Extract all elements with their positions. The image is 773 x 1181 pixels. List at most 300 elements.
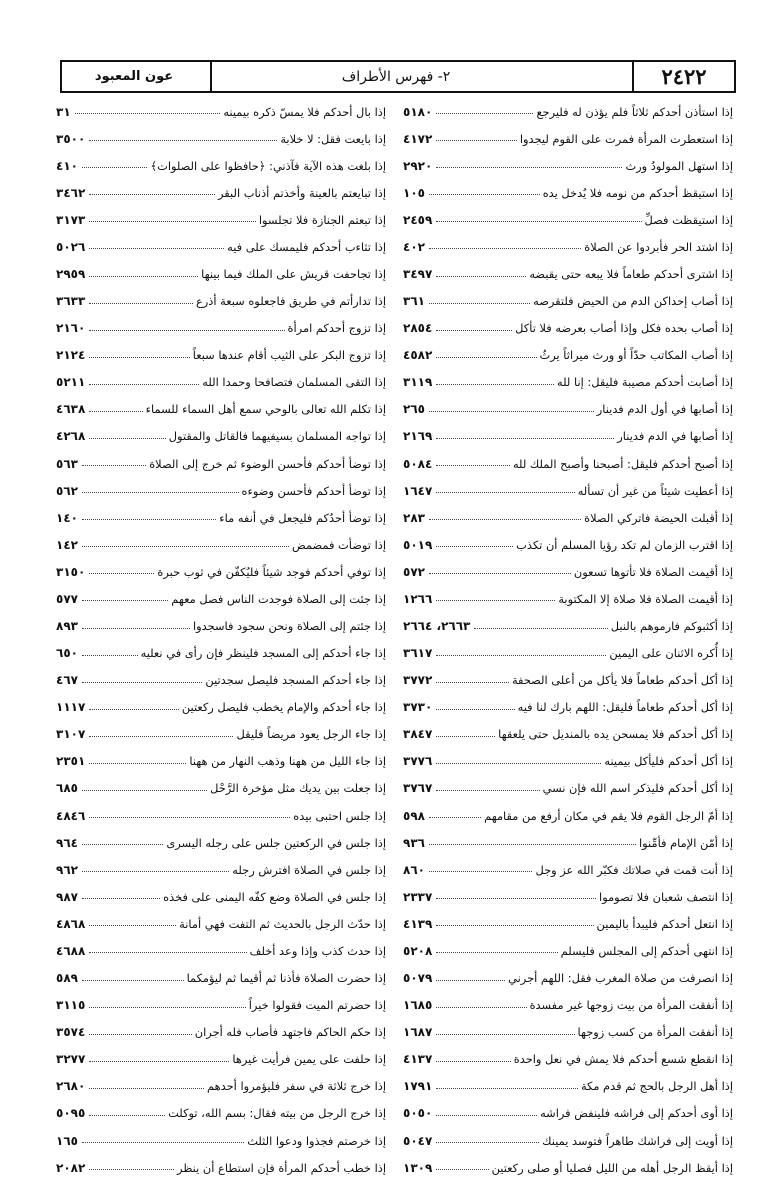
entry-text: إذا أصابها في أول الدم فدينار [596,402,733,417]
entry-text: إذا أُكره الاثنان على اليمين [609,646,733,661]
entry-text: إذا توضأ أحدكم فأحسن الوضوء ثم خرج إلى الصلاة [149,456,386,471]
dot-leader [89,1111,165,1116]
dot-leader [429,299,530,304]
dot-leader [89,1165,174,1170]
index-entry [56,694,386,721]
index-entry [56,612,386,639]
dot-leader [429,407,594,412]
entry-ref-number: ٤٥٨٢ [403,348,433,363]
entry-ref-number: ٨٦٠ [403,862,425,877]
dot-leader [429,867,533,872]
index-column-left [56,98,386,1181]
entry-text: إذا خرج الرجل من بيته فقال: بسم الله، توكلت [168,1106,386,1121]
dot-leader [474,624,607,629]
entry-ref-number: ٣١ [56,104,71,119]
entry-ref-number: ٢٨٥٤ [403,321,433,336]
entry-text: إذا حكم الحاكم فاجتهد فأصاب فله أجران [194,1025,386,1040]
dot-leader [89,272,198,277]
index-entry [56,531,386,558]
entry-ref-number: ١٦٨٥ [403,998,433,1013]
entry-text: إذا توضأت فمضمض [291,537,386,552]
index-entry [56,504,386,531]
entry-text: إذا حدّث الرجل بالحديث ثم التفت فهي أمانة [179,916,386,931]
index-entry [56,1046,386,1073]
entry-ref-number: ٥٠١٩ [403,537,433,552]
entry-text: إذا أكل أحدكم طعاماً فلا يأكل من أعلى الصحفة [511,673,733,688]
index-entry [56,829,386,856]
index-entry [56,802,386,829]
entry-ref-number: ٤١٣٩ [403,916,433,931]
section-title: ٢- فهرس الأطراف [341,68,451,85]
entry-text: إذا توضأ أحدكم فأحسن وضوءه [241,483,386,498]
index-entry [56,775,386,802]
dot-leader [436,976,505,981]
entry-text: إذا أويت إلى فراشك طاهراً فتوسد يمينك [542,1133,733,1148]
entry-text: إذا جاء أحدكم المسجد فليصل سجدتين [205,673,386,688]
entry-text: إذا توفي أحدكم فوجد شيئاً فليُكفّن في ثوب حبرة [157,564,386,579]
entry-ref-number: ١٦٥ [56,1133,78,1148]
entry-ref-number: ٣٧٧٦ [403,754,433,769]
entry-ref-number: ٣٧٣٠ [403,700,433,715]
index-entry [403,1154,733,1181]
entry-ref-number: ٥١٨٠ [403,104,433,119]
index-entry [403,152,733,179]
entry-ref-number: ٥٩٨ [403,808,425,823]
entry-ref-number: ٤١٧٢ [403,131,433,146]
entry-text: إذا تبعتم الجنازة فلا تجلسوا [258,212,386,227]
dot-leader [89,353,189,358]
entry-text: إذا جلس في الركعتين جلس على رجله اليسرى [166,835,386,850]
entry-ref-number: ٥٠٢٦ [56,239,86,254]
entry-ref-number: ٥٠٤٧ [403,1133,433,1148]
entry-text: إذا تكلم الله تعالى بالوحي سمع أهل السماء للسماء [145,402,386,417]
entry-ref-number: ٥٠٥٠ [403,1106,433,1121]
dot-leader [436,1084,578,1089]
entry-ref-number: ٤١٣٧ [403,1052,433,1067]
dot-leader [89,190,215,195]
index-entry [56,1100,386,1127]
index-column-right [403,98,733,1181]
dot-leader [89,1003,245,1008]
entry-text: إذا انتعل أحدكم فليبدأ باليمين [596,916,733,931]
dot-leader [436,272,526,277]
entry-text: إذا جاء أحدكم إلى المسجد فلينظر فإن رأى في نعليه [140,646,386,661]
entry-text: إذا استيقظت فصلِّ [644,212,733,227]
index-entry [56,125,386,152]
entry-ref-number: ٢٠٨٢ [56,1160,86,1175]
entry-text: إذا تبايعتم بالعينة وأخذتم أذناب البقر [217,185,386,200]
dot-leader [82,867,229,872]
entry-ref-number: ٤٠٢ [403,239,425,254]
entry-text: إذا أقيمت الصلاة فلا تأتوها تسعون [573,564,733,579]
entry-text: إذا استعطرت المرأة فمرت على القوم ليجدوا [519,131,733,146]
dot-leader [89,434,165,439]
index-entry [56,640,386,667]
index-entry [56,585,386,612]
header-divider [632,62,634,91]
entry-ref-number: ٣٥٠٠ [56,131,86,146]
index-entry [403,748,733,775]
entry-text: إذا أنت قمت في صلاتك فكبّر الله عز وجل [535,862,733,877]
entry-ref-number: ١٦٨٧ [403,1025,433,1040]
entry-text: إذا جعلت بين يديك مثل مؤخرة الرَّحْل [210,781,386,796]
index-entry [403,694,733,721]
entry-text: إذا أصاب إحداكن الدم من الحيض فلتقرصه [533,294,733,309]
index-entry [56,450,386,477]
entry-text: إذا تثاءب أحدكم فليمسك على فيه [227,239,386,254]
dot-leader [89,136,277,141]
dot-leader [82,1138,244,1143]
index-entry [56,856,386,883]
entry-ref-number: ٥٦٢ [56,483,78,498]
entry-text: إذا أقيمت الصلاة فلا صلاة إلا المكتوبة [558,591,733,606]
dot-leader [89,326,284,331]
index-entry [56,1073,386,1100]
entry-text: إذا أمّن الإمام فأمِّنوا [639,835,733,850]
dot-leader [436,732,495,737]
entry-text: إذا بلغت هذه الآية فآذني: ﴿حافظوا على الصلوات﴾ [150,158,386,173]
entry-ref-number: ٢٦٨٠ [56,1079,86,1094]
entry-text: إذا جئتم إلى الصلاة ونحن سجود فاسجدوا [192,619,386,634]
entry-ref-number: ٢١٢٤ [56,348,86,363]
entry-ref-number: ١١١٧ [56,700,86,715]
index-entry [56,910,386,937]
dot-leader [436,786,539,791]
dot-leader [436,326,512,331]
entry-text: إذا تزوج البكر على الثيب أقام عندها سبعاً [192,348,386,363]
dot-leader [82,515,216,520]
entry-text: إذا التقى المسلمان فتصافحا وحمدا الله [202,375,386,390]
entry-text: إذا تواجه المسلمان بسيفيهما فالقاتل والمقتول [168,429,386,444]
entry-ref-number: ٣٦١٧ [403,646,433,661]
entry-text: إذا جاء الليل من ههنا وذهب النهار من ههنا [189,754,386,769]
index-entry [403,965,733,992]
dot-leader [89,217,256,222]
entry-ref-number: ٢٨٣ [403,510,425,525]
index-entry [403,450,733,477]
dot-leader [429,515,581,520]
index-entry [56,748,386,775]
entry-ref-number: ٥٠٩٥ [56,1106,86,1121]
index-entry [403,233,733,260]
entry-ref-number: ٩٦٢ [56,862,78,877]
entry-ref-number: ١٣٠٩ [403,1160,433,1175]
book-title: عون المعبود [94,69,174,84]
entry-text: إذا أصاب بحده فكل وإذا أصاب بعرضه فلا تأكل [515,321,733,336]
dot-leader [89,1030,191,1035]
entry-ref-number: ٢٦٥ [403,402,425,417]
entry-ref-number: ٥٠٧٩ [403,971,433,986]
entry-ref-number: ٨٩٣ [56,619,78,634]
index-entry [56,342,386,369]
index-entry [56,992,386,1019]
entry-ref-number: ٤٦٧ [56,673,78,688]
index-entry [403,1046,733,1073]
entry-ref-number: ٥٢٠٨ [403,943,433,958]
dot-leader [89,732,233,737]
index-entry [403,856,733,883]
index-entry [403,937,733,964]
dot-leader [89,1057,229,1062]
dot-leader [436,596,555,601]
entry-ref-number: ٢٩٥٩ [56,267,86,281]
entry-text: إذا أكل أحدكم فلا يمسحن يده بالمنديل حتى يلعقها [498,727,733,742]
dot-leader [436,353,536,358]
dot-leader [436,109,533,114]
entry-text: إذا استهل المولودُ ورث [625,158,733,173]
index-entry [56,288,386,315]
index-entry [403,477,733,504]
entry-ref-number: ٢١٦٩ [403,429,433,444]
index-entry [403,1073,733,1100]
entry-ref-number: ٥٧٢ [403,564,425,579]
index-entry [403,1127,733,1154]
index-entry [56,1127,386,1154]
entry-text: إذا انصرفت من صلاة المغرب فقل: اللهم أجرني [508,971,733,986]
page-header [60,60,736,93]
entry-text: إذا استأذن أحدكم ثلاثاً فلم يؤذن له فليرجع [536,104,733,119]
entry-ref-number: ٤٦٣٨ [56,402,86,417]
entry-text: إذا أنفقت المرأة من بيت زوجها غير مفسدة [529,998,733,1013]
entry-ref-number: ٩٦٤ [56,835,78,850]
entry-ref-number: ٩٣٦ [403,835,425,850]
entry-text: إذا اشتد الحر فأبردوا عن الصلاة [584,239,733,254]
dot-leader [82,461,146,466]
dot-leader [75,109,221,114]
entry-ref-number: ٣٨٤٧ [403,727,433,742]
entry-text: إذا أكثبوكم فارموهم بالنبل [610,619,733,634]
entry-text: إذا تجاحفت قريش على الملك فيما بينها [201,267,386,281]
index-entry [403,802,733,829]
index-entry [403,829,733,856]
dot-leader [436,1138,539,1143]
entry-ref-number: ٤٦٨٨ [56,943,86,958]
dot-leader [436,380,554,385]
index-entry [403,640,733,667]
entry-text: إذا تزوج أحدكم امرأة [287,321,386,336]
index-entry [403,775,733,802]
entry-ref-number: ٢٩٢٠ [403,158,433,173]
dot-leader [436,1057,510,1062]
entry-ref-number: ٣١٧٣ [56,212,86,227]
index-entry [403,504,733,531]
entry-ref-number: ١٠٥ [403,185,425,200]
index-entry [56,315,386,342]
dot-leader [89,813,290,818]
entry-ref-number: ٢٤٥٩ [403,212,433,227]
entry-ref-number: ٤٨٤٦ [56,808,86,823]
dot-leader [429,840,636,845]
index-entry [403,883,733,910]
dot-leader [436,1111,537,1116]
index-entry [403,315,733,342]
index-entry [56,1154,386,1181]
entry-ref-number: ٦٨٥ [56,781,78,796]
dot-leader [82,976,184,981]
entry-text: إذا توضأ أحدُكم فليجعل في أنفه ماء [219,510,386,525]
entry-text: إذا جاء الرجل يعود مريضاً فليقل [236,727,386,742]
entry-text: إذا أنفقت المرأة من كسب زوجها [577,1025,733,1040]
dot-leader [436,678,509,683]
entry-text: إذا جلس احتبى بيده [293,808,386,823]
entry-ref-number: ٣٦٣٣ [56,294,86,309]
dot-leader [89,569,154,574]
dot-leader [436,1003,526,1008]
index-entry [403,396,733,423]
index-entry [403,531,733,558]
entry-text: إذا حدث كذب وإذا وعد أخلف [249,943,386,958]
entry-ref-number: ٣١٠٧ [56,727,86,742]
index-entry [56,937,386,964]
index-entry [403,125,733,152]
dot-leader [436,1030,574,1035]
entry-ref-number: ١٤٠ [56,510,78,525]
dot-leader [89,380,199,385]
index-entry [56,423,386,450]
entry-text: إذا اقترب الزمان لم تكد رؤيا المسلم أن تكذب [516,537,733,552]
entry-text: إذا حضرتم الميت فقولوا خيراً [248,998,386,1013]
index-entry [403,260,733,287]
index-entry [56,477,386,504]
entry-ref-number: ٥٦٣ [56,456,78,471]
entry-text: إذا جلس في الصلاة افترش رجله [232,862,386,877]
index-entry [403,423,733,450]
entry-ref-number: ٥٨٩ [56,971,78,986]
dot-leader [436,894,596,899]
entry-text: إذا أصاب المكاتب حدّاً أو ورث ميراثاً يرثُ [539,348,733,363]
entry-text: إذا خرج ثلاثة في سفر فليؤمروا أحدهم [207,1079,386,1094]
dot-leader [82,596,168,601]
dot-leader [436,1165,488,1170]
dot-leader [436,163,622,168]
entry-ref-number: ٣١٥٠ [56,564,86,579]
index-entry [56,260,386,287]
index-entry [56,396,386,423]
dot-leader [436,542,513,547]
entry-ref-number: ١٧٩١ [403,1079,433,1094]
entry-text: إذا انتصف شعبان فلا تصوموا [599,889,733,904]
entry-text: إذا انتهى أحدكم إلى المجلس فليسلم [560,943,733,958]
dot-leader [82,651,138,656]
dot-leader [82,678,202,683]
dot-leader [429,244,581,249]
entry-text: إذا أصبح أحدكم فليقل: أصبحنا وأصبح الملك لله [512,456,733,471]
index-entry [403,288,733,315]
header-divider [210,62,212,91]
dot-leader [436,136,517,141]
entry-text: إذا تدارأتم في طريق فاجعلوه سبعة أذرع [195,294,386,309]
index-entry [403,369,733,396]
entry-ref-number: ٣١١٥ [56,998,86,1013]
dot-leader [89,299,193,304]
index-entry [56,152,386,179]
index-entry [56,965,386,992]
dot-leader [89,921,176,926]
entry-text: إذا اشترى أحدكم طعاماً فلا يبعه حتى يقبضه [529,267,733,281]
entry-text: إذا حلفت على يمين فرأيت غيرها [232,1052,386,1067]
page-number: ٢٤٢٢ [661,64,707,89]
dot-leader [429,569,571,574]
entry-text: إذا أهل الرجل بالحج ثم قدم مكة [580,1079,733,1094]
entry-ref-number: ٦٥٠ [56,646,78,661]
entry-ref-number: ٤٨٦٨ [56,916,86,931]
dot-leader [89,244,224,249]
dot-leader [436,948,557,953]
index-entry [403,585,733,612]
dot-leader [82,488,239,493]
entry-text: إذا خرصتم فجذوا ودعوا الثلث [247,1133,386,1148]
index-entry [403,206,733,233]
entry-text: إذا جاء أحدكم والإمام يخطب فليصل ركعتين [181,700,386,715]
entry-ref-number: ٣٤٦٢ [56,185,86,200]
entry-text: إذا أكل أحدكم طعاماً فليقل: اللهم بارك لنا فيه [517,700,733,715]
entry-text: إذا بال أحدكم فلا يمسّ ذكره بيمينه [223,104,386,119]
dot-leader [89,705,179,710]
index-entry [56,667,386,694]
index-entry [403,558,733,585]
dot-leader [82,786,207,791]
dot-leader [82,624,190,629]
entry-ref-number: ٥٧٧ [56,591,78,606]
dot-leader [436,705,514,710]
entry-text: إذا أمّ الرجل القوم فلا يقم في مكان أرفع من مقامهم [484,808,733,823]
entry-ref-number: ٩٨٧ [56,889,78,904]
entry-text: إذا بايعت فقل: لا خلابة [280,131,386,146]
index-entry [56,206,386,233]
index-entry [56,721,386,748]
dot-leader [82,542,289,547]
dot-leader [89,407,142,412]
index-entry [56,233,386,260]
index-entry [403,342,733,369]
entry-ref-number: ٤١٠ [56,158,78,173]
entry-ref-number: ٢٣٥١ [56,754,86,769]
dot-leader [82,840,163,845]
dot-leader [429,190,540,195]
entry-ref-number: ٣٢٧٧ [56,1052,86,1067]
dot-leader [429,813,481,818]
entry-ref-number: ١٢٦٦ [403,591,433,606]
entry-text: إذا جئت إلى الصلاة فوجدت الناس فصل معهم [171,591,386,606]
index-entry [403,612,733,639]
dot-leader [89,948,246,953]
entry-text: إذا حضرت الصلاة فأذنا ثم أقيما ثم ليؤمكما [186,971,386,986]
dot-leader [89,759,186,764]
dot-leader [436,461,510,466]
entry-ref-number: ٢٣٣٧ [403,889,433,904]
entry-text: إذا أكل أحدكم فليأكل بيمينه [604,754,733,769]
dot-leader [89,1084,204,1089]
entry-ref-number: ٢٦٦٣، ٢٦٦٤ [403,619,471,634]
dot-leader [82,894,160,899]
entry-text: إذا أقبلت الحيضة فاتركي الصلاة [584,510,733,525]
dot-leader [82,163,147,168]
index-entry [403,992,733,1019]
index-entry [403,721,733,748]
index-entry [56,369,386,396]
dot-leader [436,217,641,222]
entry-ref-number: ١٤٢ [56,537,78,552]
entry-text: إذا استيقظ أحدكم من نومه فلا يُدخل يده [542,185,733,200]
entry-ref-number: ٣٧٧٢ [403,673,433,688]
dot-leader [436,434,614,439]
index-entry [403,910,733,937]
entry-text: إذا جلس في الصلاة وضع كفّه اليمنى على فخذه [163,889,386,904]
entry-text: إذا أوى أحدكم إلى فراشه فلينفض فراشه [540,1106,733,1121]
entry-text: إذا انقطع شسع أحدكم فلا يمش في نعل واحدة [513,1052,733,1067]
entry-ref-number: ٣٧٦٧ [403,781,433,796]
index-entry [56,558,386,585]
